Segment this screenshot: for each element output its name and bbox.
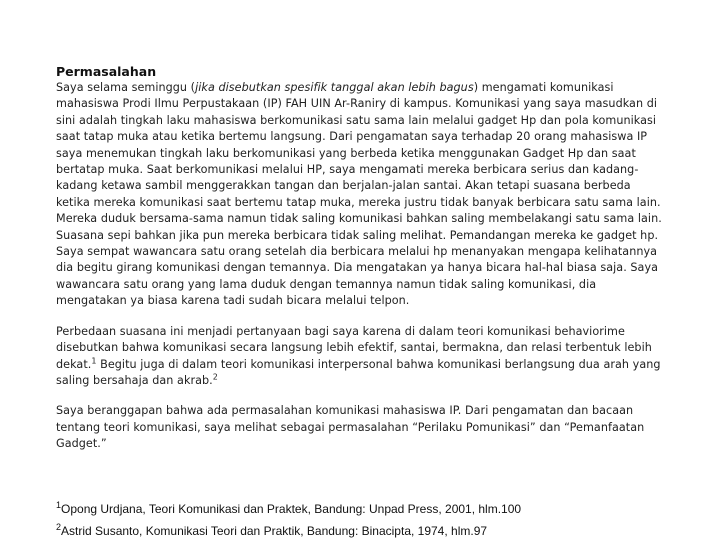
theory-text-a: Perbedaan suasana ini menjadi pertanyaan bagi saya karena di dalam teori komunikasi behaviorime disebutkan bahwa komunikasi secara langsung lebih efektif, santai, bermakna, dan relasi terbentuk lebih dekat.	[56, 324, 652, 371]
footnote-ref-2: 2	[212, 372, 218, 382]
footnote-ref-1: 1	[91, 355, 97, 365]
section-heading: Permasalahan	[56, 64, 157, 79]
paragraph-conclusion: Saya beranggapan bahwa ada permasalahan komunikasi mahasiswa IP. Dari pengamatan dan bacaan tentang teori komunikasi, saya melihat sebagai permasalahan “Perilaku Pomunikasi” dan “Pemanfaatan Gadget.”	[56, 404, 645, 451]
footnote-1	[56, 498, 676, 520]
footnote-text-1: Opong Urdjana, Teori Komunikasi dan Praktek, Bandung: Unpad Press, 2001, hlm.100	[61, 502, 522, 516]
footnote-mark-2: 2	[56, 522, 62, 532]
theory-text-b: Begitu juga di dalam teori komunikasi interpersonal bahwa komunikasi berlangsung dua arah yang saling bersahaja dan akrab.	[56, 357, 661, 387]
observation-text-start: Saya selama seminggu (	[56, 81, 196, 94]
footnote-mark-1: 1	[56, 500, 62, 510]
italic-note: jika disebutkan spesifik tanggal akan lebih bagus	[195, 81, 474, 94]
footnotes	[56, 498, 676, 542]
document-body	[56, 64, 666, 453]
observation-text-rest: ) mengamati komunikasi mahasiswa Prodi Ilmu Perpustakaan (IP) FAH UIN Ar-Raniry di kampus. Komunikasi yang saya masudkan di sini adalah tingkah laku mahasiswa berkomunikasi satu sama lain melalui gadget Hp dan pola komunikasi saat tatap muka atau ketika bertemu langsung. Dari pengamatan saya terhadap 20 orang mahasiswa IP saya menemukan tingkah laku berkomunikasi yang berbeda ketika menggunakan Gadget Hp dan saat bertatap muka. Saat berkomunikasi melalui HP, saya mengamati mereka berbicara serius dan kadang-kadang ketawa sambil menggerakkan tangan dan berjalan-jalan santai. Akan tetapi suasana berbeda ketika mereka komunikasi saat bertemu tatap muka, mereka justru tidak banyak berbicara satu sama lain. Mereka duduk bersama-sama namun tidak saling komunikasi bahkan saling membelakangi satu sama lain. Suasana sepi bahkan jika pun mereka berbicara tidak saling melihat. Pemandangan mereka ke gadget hp. Saya sempat wawancara satu orang setelah dia berbicara melalui hp menanyakan mengapa kelihatannya dia begitu girang komunikasi dengan temannya. Dia mengatakan ya hanya bicara hal-hal biasa saja. Saya wawancara satu orang yang lama duduk dengan temannya namun tidak saling komunikasi, dia mengatakan ya biasa karena tadi sudah bicara melalui telpon.	[56, 81, 662, 308]
paragraph-observation	[56, 80, 666, 310]
footnote-2	[56, 520, 676, 542]
paragraph-theory	[56, 324, 666, 390]
footnote-text-2: Astrid Susanto, Komunikasi Teori dan Praktik, Bandung: Binacipta, 1974, hlm.97	[61, 524, 488, 538]
